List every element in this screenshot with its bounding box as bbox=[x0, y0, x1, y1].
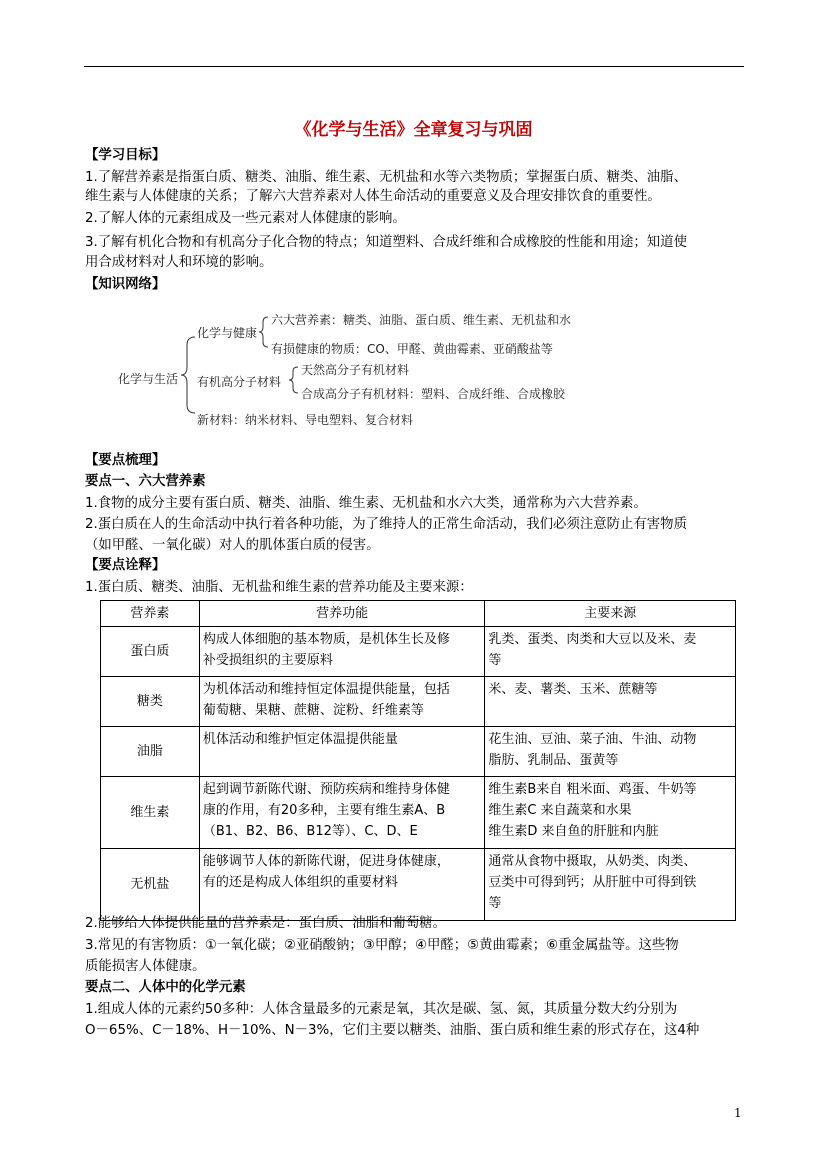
cell-line: 乳类、蛋类、肉类和大豆以及米、麦 bbox=[488, 632, 697, 647]
cell-line: 有的还是构成人体组织的重要材料 bbox=[202, 875, 398, 890]
knowledge-network-diagram bbox=[110, 305, 630, 435]
table-cell-function bbox=[199, 627, 485, 677]
subheading-nutrients: 要点一、六大营养素 bbox=[85, 474, 206, 489]
cell-line: 补受损组织的主要原料 bbox=[202, 653, 333, 668]
section-heading-objectives: 【学习目标】 bbox=[85, 148, 166, 163]
paragraph-line: 3.了解有机化合物和有机高分子化合物的特点；知道塑料、合成纤维和合成橡胶的性能和用途；知道使 bbox=[85, 235, 687, 250]
tree-leaf-synthetic: 合成高分子有机材料：塑料、合成纤维、合成橡胶 bbox=[301, 387, 566, 401]
paragraph-line: 维生素与人体健康的关系；了解六大营养素对人体生命活动的重要意义及合理安排饮食的重要性。 bbox=[85, 189, 661, 204]
tree-node-polymer: 有机高分子材料 bbox=[197, 375, 282, 389]
paragraph-line: 用合成材料对人和环境的影响。 bbox=[85, 255, 273, 270]
cell-line: 葡萄糖、果糖、蔗糖、淀粉、纤维素等 bbox=[202, 703, 424, 718]
table-cell-function bbox=[199, 677, 485, 727]
table-row bbox=[101, 627, 736, 677]
cell-line: 维生素B来自 粗米面、鸡蛋、牛奶等 bbox=[488, 782, 697, 797]
table-cell-nutrient: 糖类 bbox=[101, 677, 200, 727]
paragraph-line: 2.了解人体的元素组成及一些元素对人体健康的影响。 bbox=[85, 211, 406, 226]
cell-line: （B1、B2、B6、B12等）、C、D、E bbox=[202, 824, 418, 839]
header-rule bbox=[84, 66, 744, 67]
table-cell-nutrient: 无机盐 bbox=[101, 849, 200, 921]
cell-line: 机体活动和维护恒定体温提供能量 bbox=[202, 732, 398, 747]
page-number: 1 bbox=[734, 1106, 742, 1120]
table-cell-source bbox=[485, 727, 736, 777]
cell-line: 花生油、豆油、菜子油、牛油、动物 bbox=[488, 732, 697, 747]
table-row bbox=[101, 777, 736, 849]
table-row bbox=[101, 677, 736, 727]
cell-line: 构成人体细胞的基本物质，是机体生长及修 bbox=[202, 632, 450, 647]
paragraph-line: 质能损害人体健康。 bbox=[85, 959, 206, 974]
cell-line: 等 bbox=[488, 896, 502, 911]
paragraph-line: 1.组成人体的元素约50多种：人体含量最多的元素是氧，其次是碳、氢、氮，其质量分数大约分别为 bbox=[85, 1002, 678, 1017]
table-cell-nutrient: 油脂 bbox=[101, 727, 200, 777]
cell-line: 起到调节新陈代谢、预防疾病和维持身体健 bbox=[202, 782, 450, 797]
table-header-row bbox=[101, 601, 736, 627]
paragraph-line: O－65%、C－18%、H－10%、N－3%，它们主要以糖类、油脂、蛋白质和维生素的形式存在，这4种 bbox=[85, 1023, 700, 1038]
tree-node-new-materials: 新材料：纳米材料、导电塑料、复合材料 bbox=[197, 413, 414, 427]
paragraph-line: 1.了解营养素是指蛋白质、糖类、油脂、维生素、无机盐和水等六类物质；掌握蛋白质、糖类、油脂、 bbox=[85, 170, 687, 185]
cell-line: 等 bbox=[488, 653, 502, 668]
table-cell-source bbox=[485, 777, 736, 849]
table-header: 主要来源 bbox=[485, 601, 736, 627]
table-cell-source bbox=[485, 677, 736, 727]
table-cell-source bbox=[485, 627, 736, 677]
cell-line: 维生素D 来自鱼的肝脏和内脏 bbox=[488, 824, 659, 839]
tree-node-health: 化学与健康 bbox=[197, 326, 258, 340]
table-header: 营养素 bbox=[101, 601, 200, 627]
section-heading-points: 【要点梳理】 bbox=[85, 453, 166, 468]
nutrient-table bbox=[100, 600, 736, 921]
table-row bbox=[101, 727, 736, 777]
tree-leaf-natural: 天然高分子有机材料 bbox=[301, 363, 410, 377]
paragraph-line: 1.食物的成分主要有蛋白质、糖类、油脂、维生素、无机盐和水六大类，通常称为六大营养素。 bbox=[85, 496, 647, 511]
cell-line: 脂肪、乳制品、蛋黄等 bbox=[488, 753, 619, 768]
cell-line: 米、麦、薯类、玉米、蔗糖等 bbox=[488, 682, 658, 697]
paragraph-line: （如甲醛、一氧化碳）对人的肌体蛋白质的侵害。 bbox=[85, 538, 380, 553]
subheading-elements: 要点二、人体中的化学元素 bbox=[85, 980, 246, 995]
tree-leaf-nutrients: 六大营养素：糖类、油脂、蛋白质、维生素、无机盐和水 bbox=[271, 313, 572, 327]
section-heading-notes: 【要点诠释】 bbox=[85, 558, 166, 573]
table-row bbox=[101, 849, 736, 921]
table-cell-function bbox=[199, 777, 485, 849]
cell-line: 康的作用，有20多种，主要有维生素A、B bbox=[202, 803, 446, 818]
cell-line: 维生素C 来自蔬菜和水果 bbox=[488, 803, 632, 818]
table-cell-nutrient: 维生素 bbox=[101, 777, 200, 849]
table-cell-source bbox=[485, 849, 736, 921]
table-header: 营养功能 bbox=[199, 601, 485, 627]
paragraph-line: 2.能够给人体提供能量的营养素是：蛋白质、油脂和葡萄糖。 bbox=[85, 916, 446, 931]
paragraph-line: 3.常见的有害物质：①一氧化碳；②亚硝酸钠；③甲醇；④甲醛；⑤黄曲霉素；⑥重金属盐等。这些物 bbox=[85, 938, 679, 953]
table-cell-function bbox=[199, 849, 485, 921]
cell-line: 为机体活动和维持恒定体温提供能量，包括 bbox=[202, 682, 450, 697]
paragraph-line: 2.蛋白质在人的生命活动中执行着各种功能，为了维持人的正常生命活动，我们必须注意防止有害物质 bbox=[85, 517, 687, 532]
table-cell-nutrient: 蛋白质 bbox=[101, 627, 200, 677]
table-cell-function bbox=[199, 727, 485, 777]
paragraph-line: 1.蛋白质、糖类、油脂、无机盐和维生素的营养功能及主要来源： bbox=[85, 580, 473, 595]
cell-line: 通常从食物中摄取，从奶类、肉类、 bbox=[488, 854, 697, 869]
page-title: 《化学与生活》全章复习与巩固 bbox=[294, 120, 533, 140]
cell-line: 豆类中可得到钙；从肝脏中可得到铁 bbox=[488, 875, 697, 890]
tree-leaf-harmful: 有损健康的物质：CO、甲醛、黄曲霉素、亚硝酸盐等 bbox=[271, 342, 553, 356]
cell-line: 能够调节人体的新陈代谢，促进身体健康， bbox=[202, 854, 450, 869]
tree-root: 化学与生活 bbox=[118, 372, 179, 386]
section-heading-network: 【知识网络】 bbox=[85, 277, 166, 292]
